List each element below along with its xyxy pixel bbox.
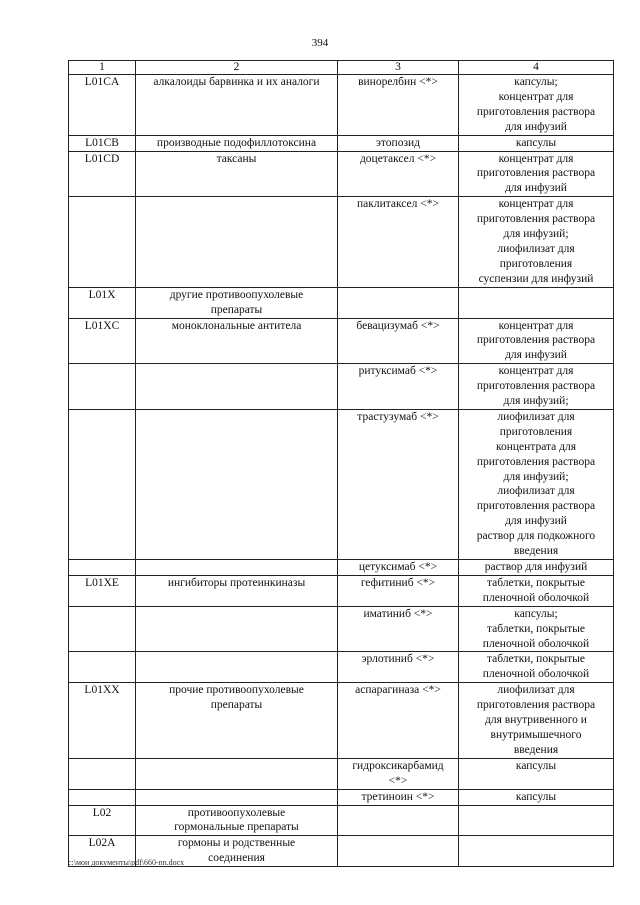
dosage-form-cell: капсулы — [459, 758, 614, 789]
group-name-cell: гормоны и родственные соединения — [136, 836, 338, 867]
drug-name-cell: гефитиниб <*> — [338, 575, 459, 606]
drug-name-cell — [338, 287, 459, 318]
drug-name-cell — [338, 805, 459, 836]
dosage-form-cell: таблетки, покрытые пленочной оболочкой — [459, 652, 614, 683]
drug-name-cell — [338, 836, 459, 867]
drug-table — [68, 60, 614, 867]
table-row — [69, 758, 614, 789]
atc-code-cell: L01CD — [69, 151, 136, 197]
header-col-4: 4 — [459, 61, 614, 75]
dosage-form-cell: капсулы; концентрат для приготовления раствора для инфузий — [459, 75, 614, 136]
atc-code-cell: L01CB — [69, 135, 136, 151]
table-row — [69, 606, 614, 652]
atc-code-cell — [69, 789, 136, 805]
drug-name-cell: аспарагиназа <*> — [338, 683, 459, 759]
table-row — [69, 409, 614, 559]
dosage-form-cell: концентрат для приготовления раствора для инфузий — [459, 318, 614, 364]
drug-name-cell: винорелбин <*> — [338, 75, 459, 136]
table-row — [69, 575, 614, 606]
group-name-cell — [136, 758, 338, 789]
dosage-form-cell: капсулы; таблетки, покрытые пленочной оболочкой — [459, 606, 614, 652]
dosage-form-cell: капсулы — [459, 789, 614, 805]
drug-name-cell: иматиниб <*> — [338, 606, 459, 652]
table-row — [69, 805, 614, 836]
table-row — [69, 197, 614, 287]
atc-code-cell: L02 — [69, 805, 136, 836]
drug-name-cell: трастузумаб <*> — [338, 409, 459, 559]
drug-name-cell: ритуксимаб <*> — [338, 364, 459, 410]
dosage-form-cell: концентрат для приготовления раствора для инфузий — [459, 151, 614, 197]
atc-code-cell — [69, 560, 136, 576]
dosage-form-cell — [459, 836, 614, 867]
header-col-1: 1 — [69, 61, 136, 75]
atc-code-cell: L01X — [69, 287, 136, 318]
table-row — [69, 364, 614, 410]
group-name-cell: прочие противоопухолевые препараты — [136, 683, 338, 759]
header-col-2: 2 — [136, 61, 338, 75]
group-name-cell — [136, 197, 338, 287]
page-number: 394 — [311, 37, 329, 49]
atc-code-cell — [69, 652, 136, 683]
drug-name-cell: этопозид — [338, 135, 459, 151]
group-name-cell — [136, 606, 338, 652]
dosage-form-cell: лиофилизат для приготовления концентрата для приготовления раствора для инфузий; лиофилизат для приготовления раствора для инфузий раствор для подкожного введения — [459, 409, 614, 559]
header-row — [69, 61, 614, 75]
group-name-cell: ингибиторы протеинкиназы — [136, 575, 338, 606]
table-row — [69, 135, 614, 151]
atc-code-cell: L01XX — [69, 683, 136, 759]
table-row — [69, 151, 614, 197]
table-row — [69, 560, 614, 576]
group-name-cell: противоопухолевые гормональные препараты — [136, 805, 338, 836]
atc-code-cell: L01XC — [69, 318, 136, 364]
table-row — [69, 789, 614, 805]
table-row — [69, 683, 614, 759]
dosage-form-cell — [459, 805, 614, 836]
table-row — [69, 75, 614, 136]
group-name-cell — [136, 560, 338, 576]
group-name-cell — [136, 789, 338, 805]
atc-code-cell — [69, 364, 136, 410]
dosage-form-cell: лиофилизат для приготовления раствора для внутривенного и внутримышечного введения — [459, 683, 614, 759]
atc-code-cell: L01XE — [69, 575, 136, 606]
drug-name-cell: третиноин <*> — [338, 789, 459, 805]
dosage-form-cell: таблетки, покрытые пленочной оболочкой — [459, 575, 614, 606]
table-body — [69, 75, 614, 867]
drug-name-cell: бевацизумаб <*> — [338, 318, 459, 364]
group-name-cell — [136, 652, 338, 683]
atc-code-cell — [69, 197, 136, 287]
atc-code-cell — [69, 758, 136, 789]
group-name-cell: таксаны — [136, 151, 338, 197]
group-name-cell: алкалоиды барвинка и их аналоги — [136, 75, 338, 136]
dosage-form-cell: концентрат для приготовления раствора для инфузий; — [459, 364, 614, 410]
group-name-cell: другие противоопухолевые препараты — [136, 287, 338, 318]
dosage-form-cell: концентрат для приготовления раствора для инфузий; лиофилизат для приготовления суспензии для инфузий — [459, 197, 614, 287]
group-name-cell — [136, 364, 338, 410]
dosage-form-cell: раствор для инфузий — [459, 560, 614, 576]
table-row — [69, 652, 614, 683]
dosage-form-cell — [459, 287, 614, 318]
group-name-cell: производные подофиллотоксина — [136, 135, 338, 151]
atc-code-cell — [69, 409, 136, 559]
drug-name-cell: гидроксикарбамид <*> — [338, 758, 459, 789]
drug-name-cell: цетуксимаб <*> — [338, 560, 459, 576]
atc-code-cell: L02A — [69, 836, 136, 867]
atc-code-cell: L01CA — [69, 75, 136, 136]
group-name-cell: моноклональные антитела — [136, 318, 338, 364]
table-row — [69, 287, 614, 318]
table-row — [69, 318, 614, 364]
drug-name-cell: паклитаксел <*> — [338, 197, 459, 287]
atc-code-cell — [69, 606, 136, 652]
header-col-3: 3 — [338, 61, 459, 75]
group-name-cell — [136, 409, 338, 559]
dosage-form-cell: капсулы — [459, 135, 614, 151]
drug-name-cell: доцетаксел <*> — [338, 151, 459, 197]
footer-file-path: c:\мои документы\pdf\660-nn.docx — [68, 858, 185, 867]
drug-name-cell: эрлотиниб <*> — [338, 652, 459, 683]
